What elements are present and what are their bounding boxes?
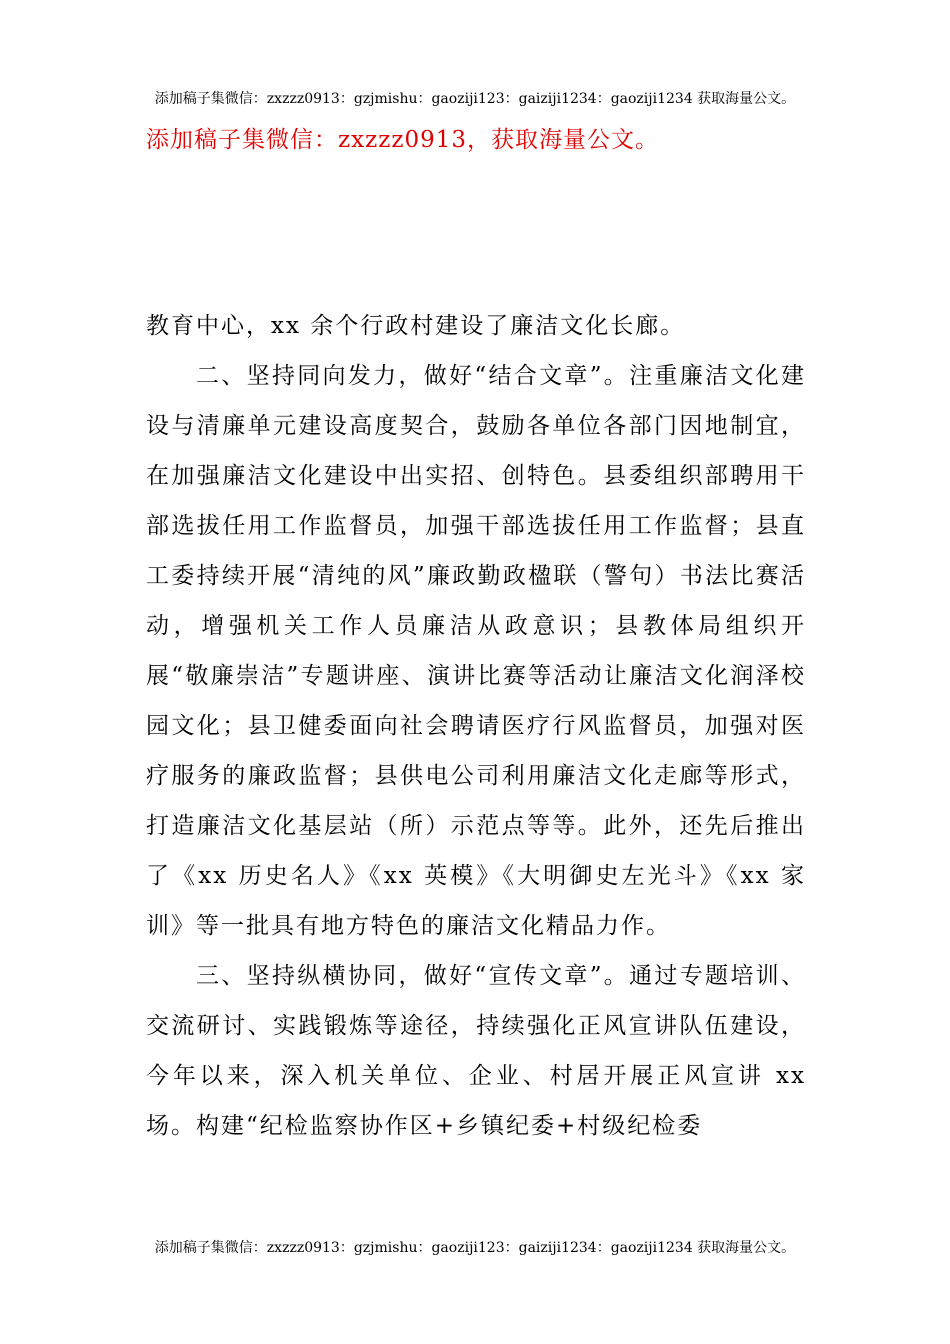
body-paragraph-section-two: 二、坚持同向发力，做好“结合文章”。注重廉洁文化建设与清廉单元建设高度契合，鼓励各单位各部门因地制宜，在加强廉洁文化建设中出实招、创特色。县委组织部聘用干部选拔任用工作监督员，加强干部选拔任用工作监督；县直工委持续开展“清纯的风”廉政勤政楹联（警句）书法比赛活动，增强机关工作人员廉洁从政意识；县教体局组织开展“敬廉崇洁”专题讲座、演讲比赛等活动让廉洁文化润泽校园文化；县卫健委面向社会聘请医疗行风监督员，加强对医疗服务的廉政监督；县供电公司利用廉洁文化走廊等形式，打造廉洁文化基层站（所）示范点等等。此外，还先后推出了《xx 历史名人》《xx 英模》《大明御史左光斗》《xx 家训》等一批具有地方特色的廉洁文化精品力作。	[146, 363, 806, 939]
body-paragraph-section-three: 三、坚持纵横协同，做好“宣传文章”。通过专题培训、交流研讨、实践锻炼等途径，持续强化正风宣讲队伍建设，今年以来，深入机关单位、企业、村居开展正风宣讲 xx 场。构建“纪检监察协作区+乡镇纪委+村级纪检委	[146, 963, 806, 1139]
header-watermark: 添加稿子集微信：zxzzz0913：gzjmishu：gaoziji123：gaiziji1234：gaoziji1234 获取海量公文。	[154, 91, 796, 107]
body-paragraph-continuation: 教育中心，xx 余个行政村建设了廉洁文化长廊。	[146, 313, 686, 339]
document-body	[146, 301, 806, 1151]
promo-notice: 添加稿子集微信：zxzzz0913，获取海量公文。	[146, 127, 659, 153]
footer-watermark: 添加稿子集微信：zxzzz0913：gzjmishu：gaoziji123：gaiziji1234：gaoziji1234 获取海量公文。	[154, 1240, 796, 1256]
